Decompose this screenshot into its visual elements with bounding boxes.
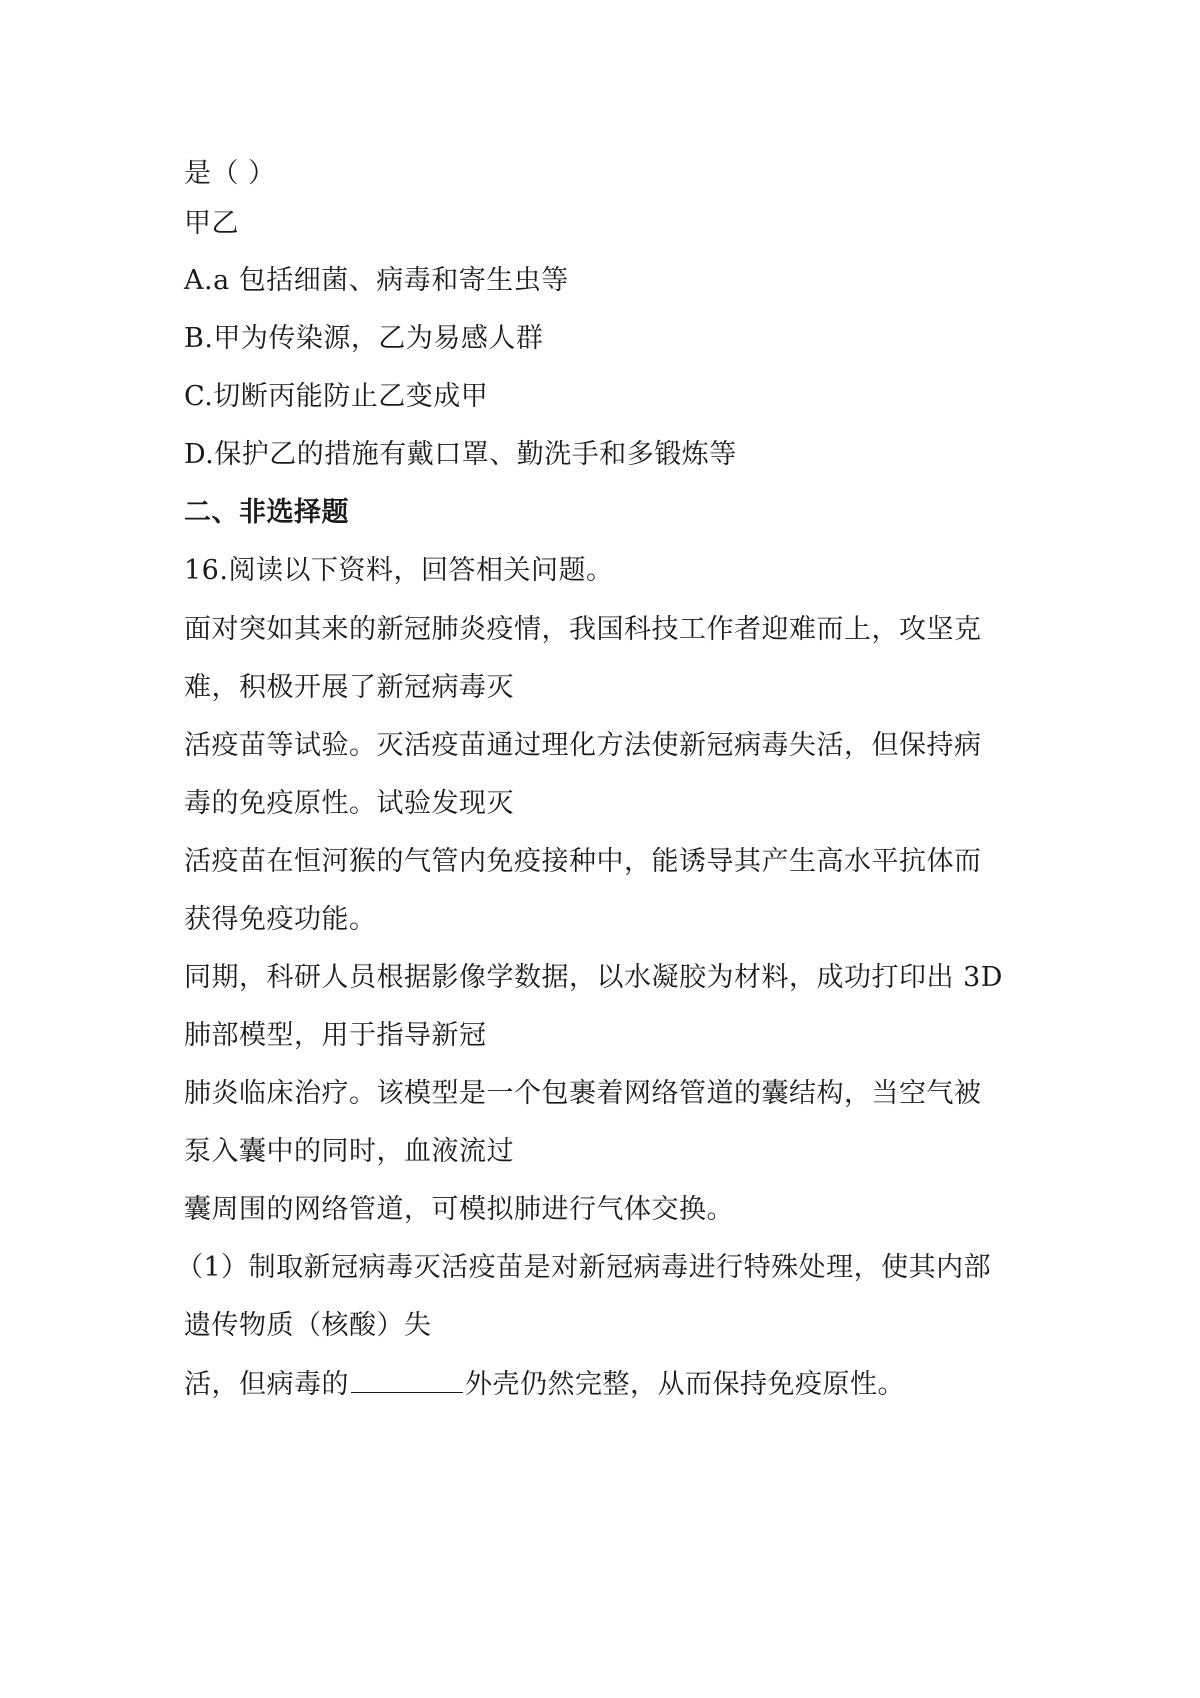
sub-question-1-last-line: [184, 1366, 905, 1403]
sub-question-1-line: （1）制取新冠病毒灭活疫苗是对新冠病毒进行特殊处理，使其内部: [176, 1252, 992, 1283]
sub-question-1-line: 遗传物质（核酸）失: [184, 1310, 432, 1341]
sub-question-1-text-before: 活，但病毒的: [184, 1369, 349, 1400]
option-d: D.保护乙的措施有戴口罩、勤洗手和多锻炼等: [184, 439, 737, 470]
question-stem-end: 是（ ）: [184, 158, 276, 189]
material-line: 同期，科研人员根据影像学数据，以水凝胶为材料，成功打印出 3D: [184, 962, 1003, 993]
section-heading: 二、非选择题: [184, 497, 349, 528]
option-a: A.a 包括细菌、病毒和寄生虫等: [184, 265, 569, 296]
material-line: 获得免疫功能。: [184, 904, 377, 935]
figure-labels: 甲乙: [184, 208, 239, 239]
material-line: 泵入囊中的同时，血液流过: [184, 1136, 514, 1167]
question-16-stem: 16.阅读以下资料，回答相关问题。: [184, 555, 614, 586]
sub-question-1-text-after: 外壳仍然完整，从而保持免疫原性。: [465, 1369, 905, 1400]
answer-blank[interactable]: [351, 1366, 463, 1393]
option-c: C.切断丙能防止乙变成甲: [184, 381, 489, 412]
material-line: 活疫苗在恒河猴的气管内免疫接种中，能诱导其产生高水平抗体而: [184, 846, 982, 877]
material-line: 囊周围的网络管道，可模拟肺进行气体交换。: [184, 1194, 734, 1225]
material-line: 面对突如其来的新冠肺炎疫情，我国科技工作者迎难而上，攻坚克: [184, 614, 982, 645]
material-line: 毒的免疫原性。试验发现灭: [184, 788, 514, 819]
material-line: 活疫苗等试验。灭活疫苗通过理化方法使新冠病毒失活，但保持病: [184, 730, 982, 761]
material-line: 难，积极开展了新冠病毒灭: [184, 672, 514, 703]
material-line: 肺部模型，用于指导新冠: [184, 1020, 487, 1051]
material-line: 肺炎临床治疗。该模型是一个包裹着网络管道的囊结构，当空气被: [184, 1078, 982, 1109]
option-b: B.甲为传染源，乙为易感人群: [184, 323, 544, 354]
